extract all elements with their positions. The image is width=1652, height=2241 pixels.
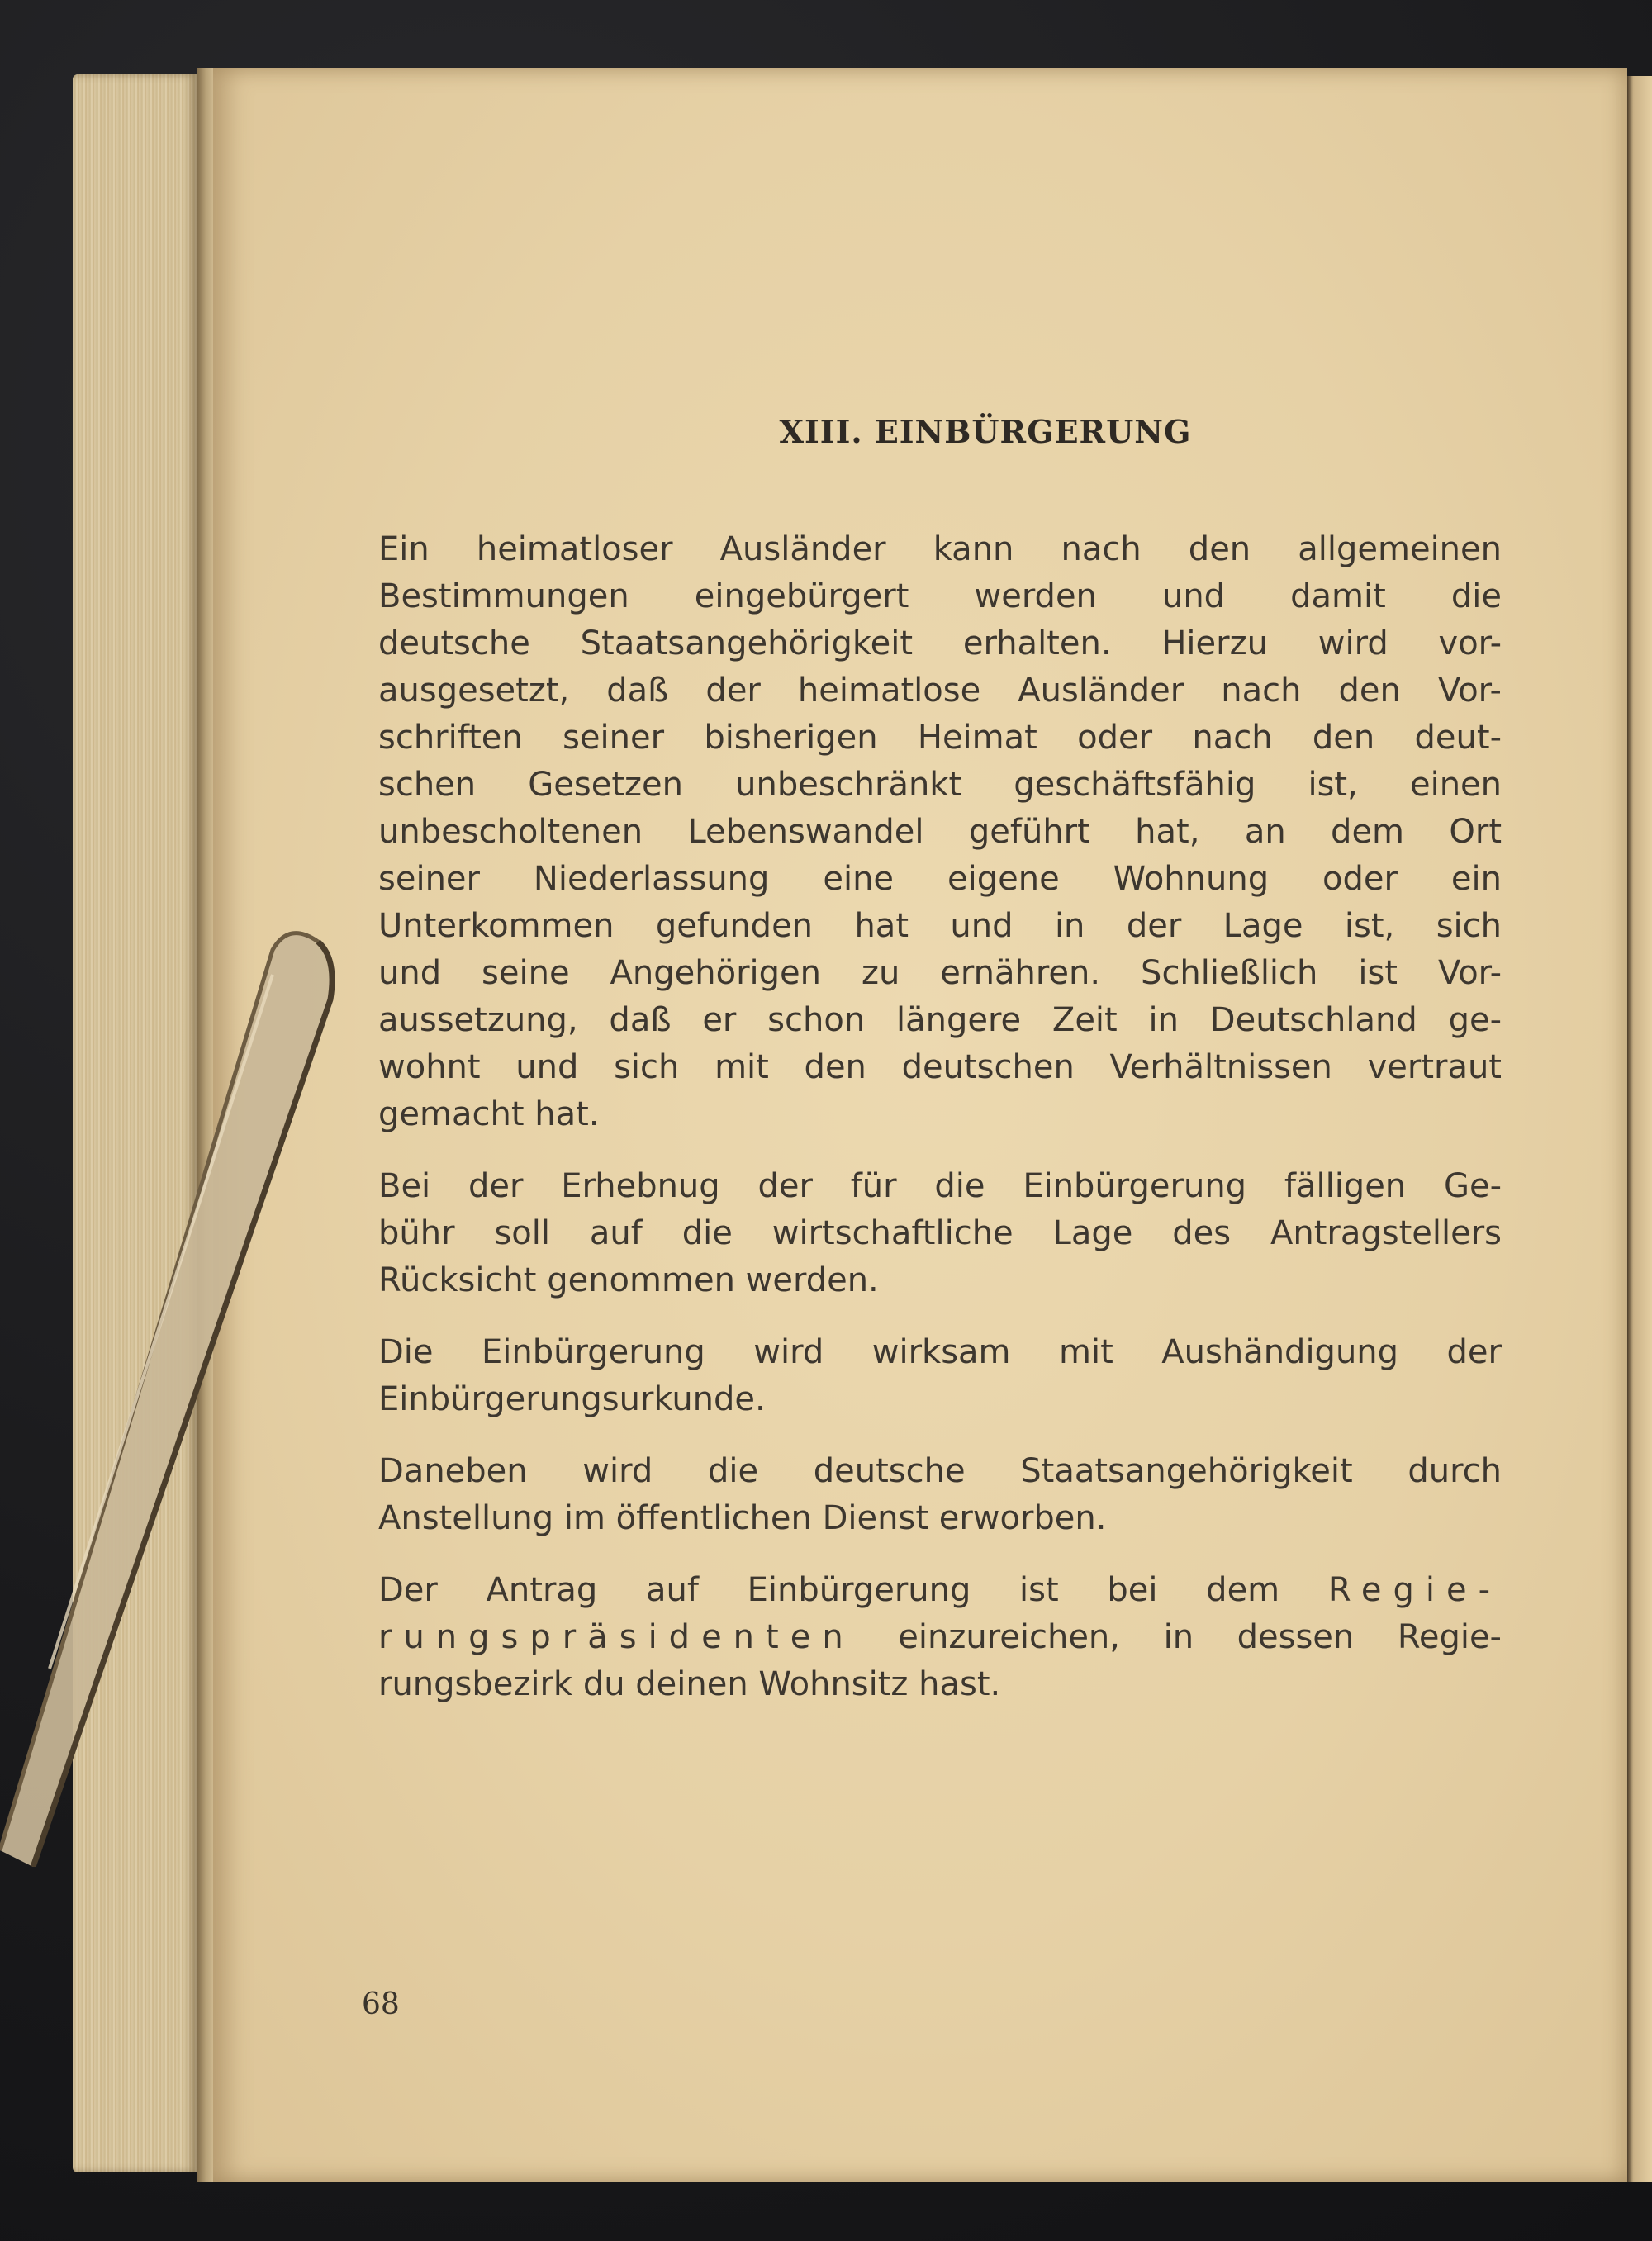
paragraph-2 [378,1163,1502,1304]
text-line [378,1567,1502,1614]
text-line: wohnt und sich mit den deutschen Verhältnissen vertraut [378,1048,1502,1086]
paragraph-5 [378,1567,1502,1708]
page-content [378,413,1502,1733]
text-fragment: Der Antrag auf Einbürgerung ist bei dem [378,1571,1280,1609]
text-line: und seine Angehörigen zu ernähren. Schließlich ist Vor- [378,954,1502,992]
spaced-text: rungspräsidenten [378,1618,855,1656]
text-line: Bei der Erhebnug der für die Einbürgerung fälligen Ge- [378,1167,1502,1205]
spaced-text: Regie- [1327,1571,1502,1609]
text-line: ausgesetzt, daß der heimatlose Ausländer nach den Vor- [378,672,1502,710]
text-line: Die Einbürgerung wird wirksam mit Aushändigung der [378,1333,1502,1371]
text-line: bühr soll auf die wirtschaftliche Lage des Antragstellers [378,1214,1502,1252]
text-line: schen Gesetzen unbeschränkt geschäftsfähig ist, einen [378,766,1502,804]
text-line: aussetzung, daß er schon längere Zeit in Deutschland ge- [378,1001,1502,1039]
text-line: rungsbezirk du deinen Wohnsitz hast. [378,1665,1001,1703]
paragraph-4 [378,1448,1502,1542]
text-line: unbescholtenen Lebenswandel geführt hat, an dem Ort [378,813,1502,851]
text-line: seiner Niederlassung eine eigene Wohnung oder ein [378,860,1502,898]
text-line: Unterkommen gefunden hat und in der Lage ist, sich [378,907,1502,945]
text-line: Daneben wird die deutsche Staatsangehörigkeit durch [378,1452,1502,1490]
chapter-title: XIII. EINBÜRGERUNG [779,413,1192,450]
text-line [378,1614,1502,1661]
page-edges [73,74,197,2172]
next-page-edge [1627,76,1652,2182]
text-line: Ein heimatloser Ausländer kann nach den allgemeinen [378,530,1502,568]
page-number: 68 [362,1987,400,2021]
text-line: Rücksicht genommen werden. [378,1261,879,1299]
text-line: schriften seiner bisherigen Heimat oder nach den deut- [378,719,1502,757]
text-line: deutsche Staatsangehörigkeit erhalten. Hierzu wird vor- [378,624,1502,662]
paragraph-3 [378,1329,1502,1423]
paragraph-1 [378,526,1502,1138]
text-line: Anstellung im öffentlichen Dienst erworben. [378,1499,1107,1537]
text-line: Bestimmungen eingebürgert werden und damit die [378,577,1502,615]
text-fragment: einzureichen, in dessen Regie- [898,1618,1502,1656]
text-line: gemacht hat. [378,1095,600,1133]
text-line: Einbürgerungsurkunde. [378,1380,766,1418]
